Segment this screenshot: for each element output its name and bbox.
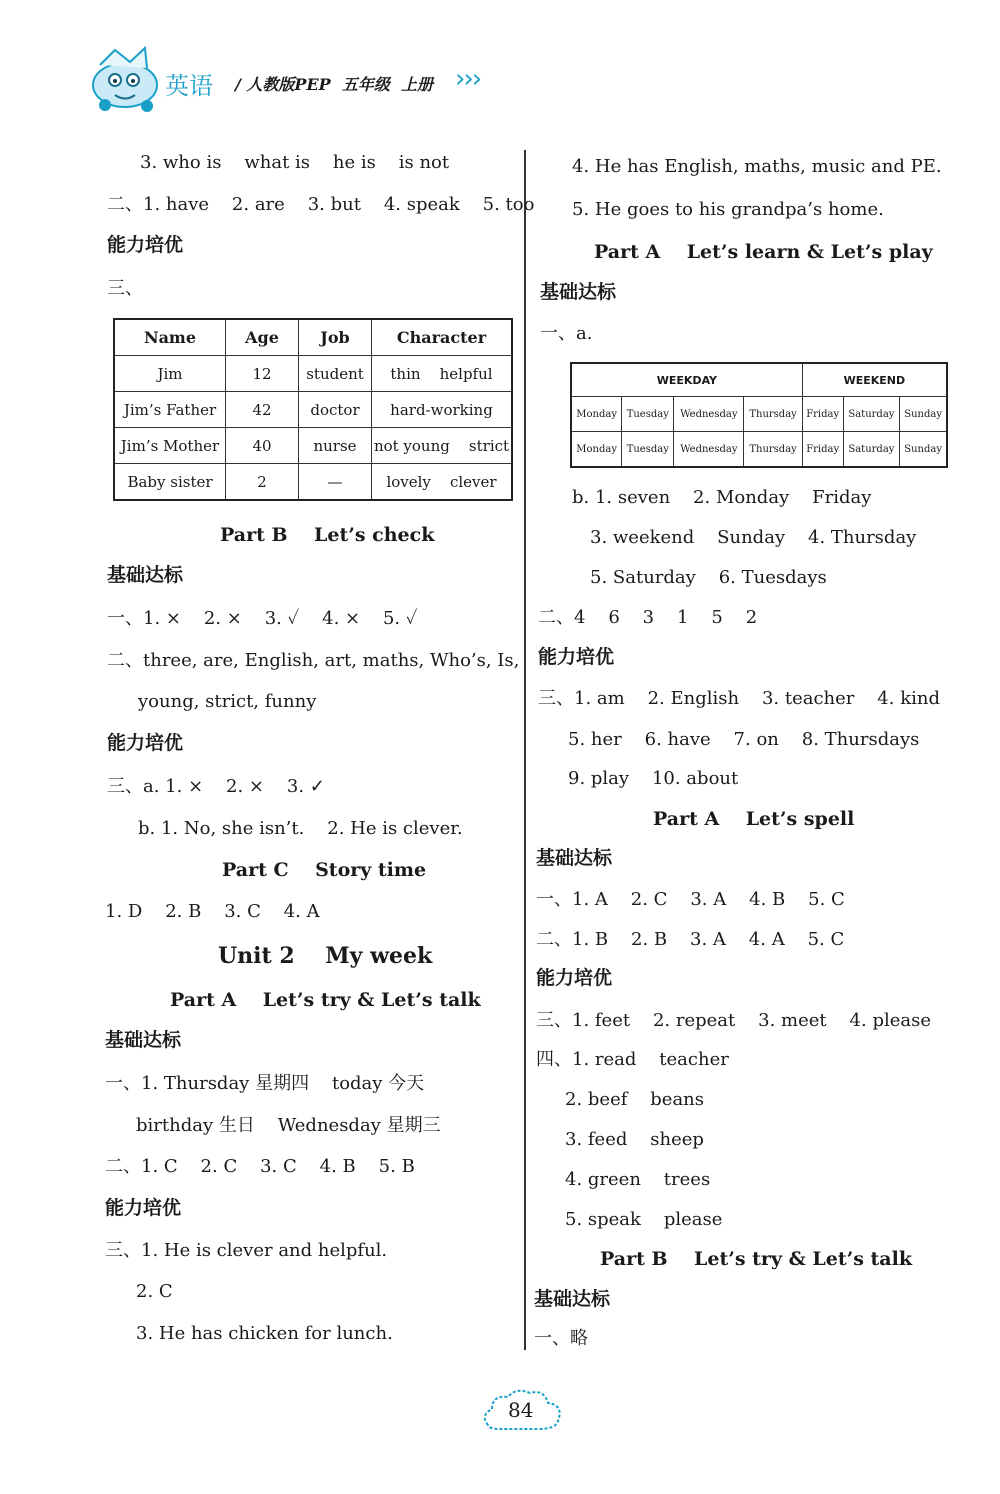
table-cell: lovely clever	[372, 464, 513, 501]
answer-line: 2. C	[136, 1281, 173, 1302]
table-cell: Saturday	[843, 397, 900, 432]
answer-line: 一、1. × 2. × 3. ✓ 4. × 5. ✓	[107, 608, 418, 629]
table-cell: Thursday	[744, 432, 802, 468]
answer-line: 二、three, are, English, art, maths, Who’s, Is,	[107, 650, 520, 671]
mascot-logo	[85, 40, 165, 115]
part-heading: Part B Let’s try & Let’s talk	[600, 1248, 912, 1270]
table-header-cell: Job	[299, 319, 372, 356]
answer-line: 4. green trees	[565, 1169, 711, 1190]
part-heading: Part B Let’s check	[220, 524, 435, 546]
part-heading: Part C Story time	[222, 859, 427, 881]
answer-line: young, strict, funny	[138, 691, 317, 712]
part-heading: Part A Let’s learn & Let’s play	[594, 241, 933, 263]
table-cell: Tuesday	[622, 432, 674, 468]
table-cell: 40	[226, 428, 299, 464]
section-heading: 能力培优	[536, 967, 613, 989]
table-cell: Baby sister	[114, 464, 226, 501]
answer-line: 一、略	[534, 1328, 588, 1349]
table-cell: doctor	[299, 392, 372, 428]
answer-line: 三、1. am 2. English 3. teacher 4. kind	[538, 688, 940, 709]
book-edition-subtitle: / 人教版PEP 五年级 上册	[235, 75, 433, 94]
table-cell: 12	[226, 356, 299, 392]
answer-line: 四、1. read teacher	[536, 1049, 729, 1070]
section-heading: 基础达标	[536, 847, 613, 869]
answer-line: 3. who is what is he is is not	[140, 152, 450, 173]
table-header-cell: Age	[226, 319, 299, 356]
column-divider	[524, 150, 526, 1350]
table-cell: Wednesday	[674, 397, 744, 432]
table-row	[114, 356, 512, 392]
table-cell: Friday	[802, 432, 843, 468]
answer-line: b. 1. seven 2. Monday Friday	[572, 487, 872, 508]
answer-line: 三、1. He is clever and helpful.	[105, 1240, 388, 1261]
table-row	[571, 432, 947, 468]
answer-line: 二、1. C 2. C 3. C 4. B 5. B	[105, 1156, 415, 1177]
table-cell: not young strict	[372, 428, 513, 464]
answer-line: 2. beef beans	[565, 1089, 705, 1110]
section-heading: 基础达标	[105, 1029, 182, 1051]
table-header-cell: Character	[372, 319, 513, 356]
table-cell: Jim’s Mother	[114, 428, 226, 464]
table-cell: nurse	[299, 428, 372, 464]
answer-line: 1. D 2. B 3. C 4. A	[105, 901, 320, 922]
table-header-row	[114, 319, 512, 356]
table-cell: 2	[226, 464, 299, 501]
table-header-row	[571, 363, 947, 397]
answer-line: 二、1. have 2. are 3. but 4. speak 5. too	[107, 194, 535, 215]
table-cell: Jim’s Father	[114, 392, 226, 428]
table-cell: student	[299, 356, 372, 392]
part-heading: Part A Let’s spell	[653, 808, 855, 830]
answer-line: 二、1. B 2. B 3. A 4. A 5. C	[536, 929, 845, 950]
answer-line: 3. He has chicken for lunch.	[136, 1323, 393, 1344]
table-cell: hard-working	[372, 392, 513, 428]
table-cell: Jim	[114, 356, 226, 392]
answer-line: 三、1. feet 2. repeat 3. meet 4. please	[536, 1010, 931, 1031]
table-row	[571, 397, 947, 432]
section-heading: 能力培优	[107, 732, 184, 754]
section-heading: 基础达标	[107, 564, 184, 586]
table-cell: Tuesday	[622, 397, 674, 432]
weekday-header: WEEKDAY	[571, 363, 802, 397]
unit-heading: Unit 2 My week	[218, 943, 433, 969]
character-table	[113, 318, 513, 501]
answer-line: b. 1. No, she isn’t. 2. He is clever.	[138, 818, 463, 839]
table-cell: Sunday	[900, 432, 947, 468]
table-cell: Wednesday	[674, 432, 744, 468]
section-heading: 能力培优	[538, 646, 615, 668]
section-heading: 基础达标	[534, 1288, 611, 1310]
table-cell: —	[299, 464, 372, 501]
table-row	[114, 428, 512, 464]
answer-line: 一、a.	[540, 323, 593, 344]
answer-line: 三、a. 1. × 2. × 3. ✓	[107, 776, 325, 797]
table-cell: 42	[226, 392, 299, 428]
week-table	[570, 362, 948, 468]
answer-line: 3. weekend Sunday 4. Thursday	[590, 527, 917, 548]
table-header-cell: Name	[114, 319, 226, 356]
table-row	[114, 464, 512, 501]
answer-line: 5. He goes to his grandpa’s home.	[572, 199, 884, 220]
page-number: 84	[508, 1398, 534, 1422]
answer-line: 5. Saturday 6. Tuesdays	[590, 567, 827, 588]
answer-line: 一、1. A 2. C 3. A 4. B 5. C	[536, 889, 845, 910]
weekend-header: WEEKEND	[802, 363, 947, 397]
answer-line: 二、4 6 3 1 5 2	[538, 607, 758, 628]
section-heading: 能力培优	[107, 234, 184, 256]
table-cell: Sunday	[900, 397, 947, 432]
answer-line: 4. He has English, maths, music and PE.	[572, 156, 942, 177]
answer-line: 9. play 10. about	[568, 768, 739, 789]
chevron-right-icon: ›››	[455, 64, 481, 94]
table-cell: Thursday	[744, 397, 802, 432]
table-cell: thin helpful	[372, 356, 513, 392]
section-heading: 能力培优	[105, 1197, 182, 1219]
answer-line: 三、	[107, 278, 143, 299]
answer-line: 3. feed sheep	[565, 1129, 704, 1150]
part-heading: Part A Let’s try & Let’s talk	[170, 989, 481, 1011]
book-subject-title: 英语	[165, 72, 213, 100]
table-cell: Saturday	[843, 432, 900, 468]
section-heading: 基础达标	[540, 281, 617, 303]
answer-line: 5. speak please	[565, 1209, 723, 1230]
table-cell: Friday	[802, 397, 843, 432]
answer-line: birthday 生日 Wednesday 星期三	[136, 1115, 441, 1136]
table-cell: Monday	[571, 397, 622, 432]
table-row	[114, 392, 512, 428]
answer-line: 一、1. Thursday 星期四 today 今天	[105, 1073, 425, 1094]
answer-line: 5. her 6. have 7. on 8. Thursdays	[568, 729, 920, 750]
table-cell: Monday	[571, 432, 622, 468]
